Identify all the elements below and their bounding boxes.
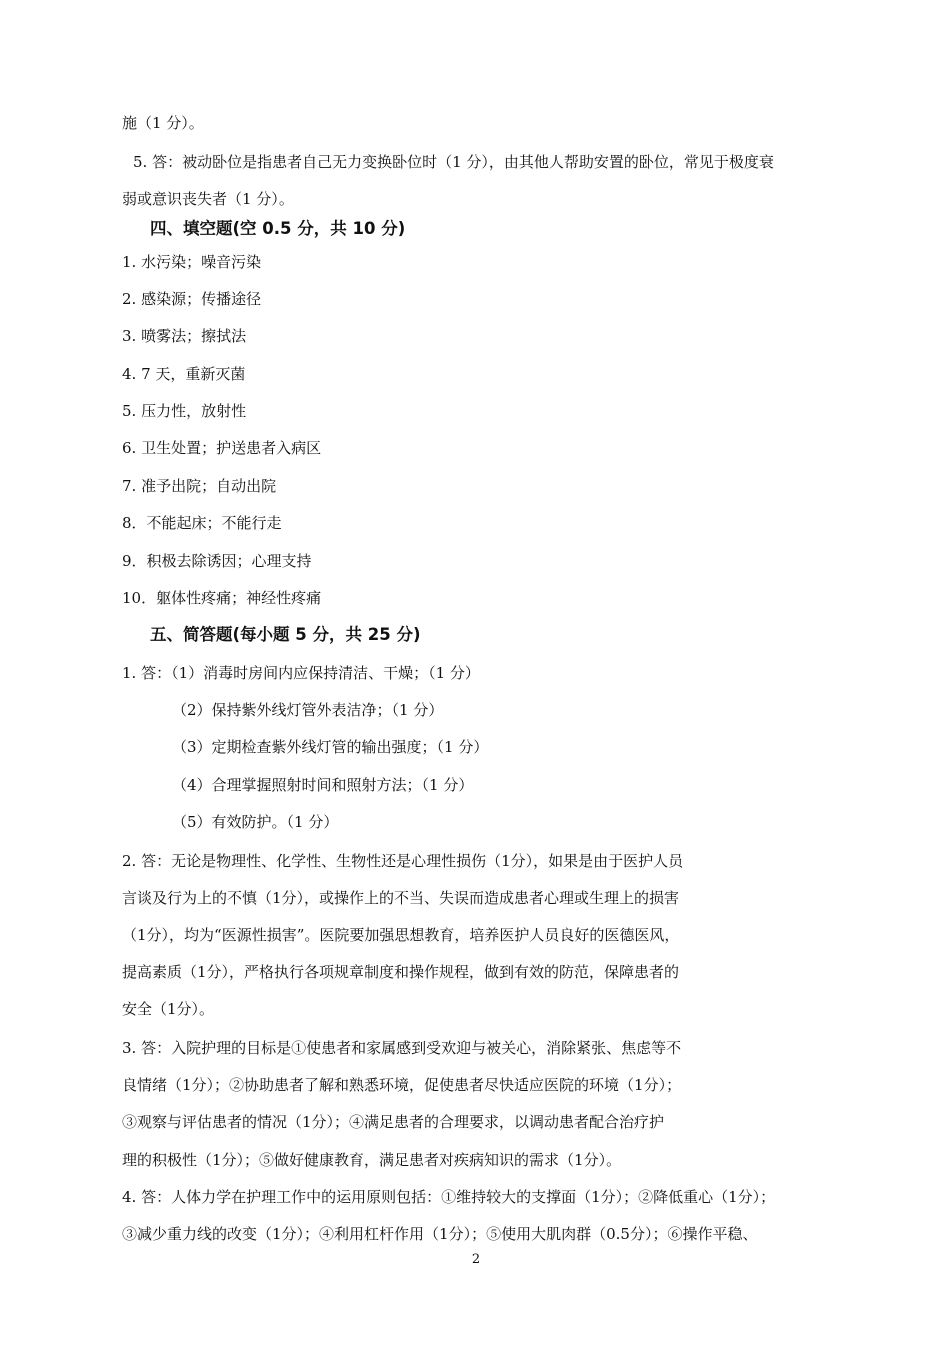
- answer-line: 提高素质（1分），严格执行各项规章制度和操作规程，做到有效的防范，保障患者的: [122, 963, 680, 981]
- answer-line: 理的积极性（1分）；⑤做好健康教育，满足患者对疾病知识的需求（1分）。: [122, 1151, 622, 1169]
- answer-line: 言谈及行为上的不慎（1分），或操作上的不当、失误而造成患者心理或生理上的损害: [122, 889, 680, 907]
- answer-line: 4. 答：人体力学在护理工作中的运用原则包括：①维持较大的支撑面（1分）；②降低重心（1分）；: [122, 1188, 776, 1206]
- answer-item: 8．不能起床；不能行走: [122, 514, 282, 532]
- answer-line: （1分），均为“医源性损害”。医院要加强思想教育，培养医护人员良好的医德医风，: [122, 926, 680, 944]
- answer-line: （2）保持紫外线灯管外表洁净；（1 分）: [172, 701, 444, 719]
- answer-line: 2. 答：无论是物理性、化学性、生物性还是心理性损伤（1分），如果是由于医护人员: [122, 852, 684, 870]
- answer-line: （3）定期检查紫外线灯管的输出强度；（1 分）: [172, 738, 489, 756]
- answer-item: 9．积极去除诱因；心理支持: [122, 552, 312, 570]
- answer-line: 良情绪（1分）；②协助患者了解和熟悉环境，促使患者尽快适应医院的环境（1分）；: [122, 1076, 682, 1094]
- answer-line: 3. 答：入院护理的目标是①使患者和家属感到受欢迎与被关心，消除紧张、焦虑等不: [122, 1039, 682, 1057]
- answer-item: 4. 7 天，重新灭菌: [122, 365, 246, 383]
- answer-line: 1. 答：（1）消毒时房间内应保持清洁、干燥；（1 分）: [122, 664, 480, 682]
- answer-item: 3. 喷雾法；擦拭法: [122, 327, 247, 345]
- page-number: 2: [471, 1252, 481, 1267]
- answer-item: 6. 卫生处置；护送患者入病区: [122, 439, 322, 457]
- answer-item: 10．躯体性疼痛；神经性疼痛: [122, 589, 322, 607]
- text-line: 弱或意识丧失者（1 分）。: [122, 190, 294, 208]
- section-heading-short-answer: 五、简答题(每小题 5 分，共 25 分): [150, 625, 421, 644]
- answer-line: 安全（1分）。: [122, 1000, 215, 1018]
- text-line: 5. 答：被动卧位是指患者自己无力变换卧位时（1 分），由其他人帮助安置的卧位，常见于极度衰: [133, 153, 774, 171]
- answer-line: （4）合理掌握照射时间和照射方法；（1 分）: [172, 776, 474, 794]
- answer-item: 7. 准予出院；自动出院: [122, 477, 277, 495]
- answer-line: ③观察与评估患者的情况（1分）；④满足患者的合理要求，以调动患者配合治疗护: [122, 1113, 665, 1131]
- answer-item: 1. 水污染；噪音污染: [122, 253, 262, 271]
- answer-item: 5. 压力性，放射性: [122, 402, 247, 420]
- text-line: 施（1 分）。: [122, 114, 204, 132]
- answer-item: 2. 感染源；传播途径: [122, 290, 262, 308]
- section-heading-fill-in-blank: 四、填空题(空 0.5 分，共 10 分): [150, 219, 406, 238]
- answer-line: ③减少重力线的改变（1分）；④利用杠杆作用（1分）；⑤使用大肌肉群（0.5分）；⑥操作平稳、: [122, 1225, 758, 1243]
- answer-line: （5）有效防护。（1 分）: [172, 813, 339, 831]
